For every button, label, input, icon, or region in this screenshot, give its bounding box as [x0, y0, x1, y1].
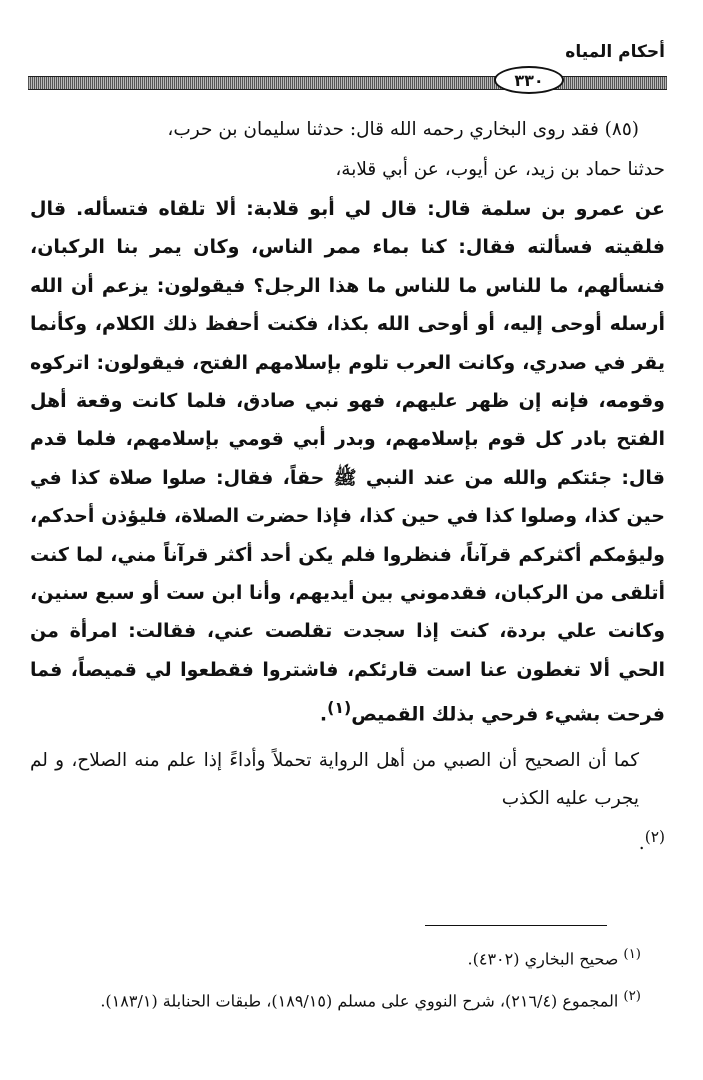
footnote-separator: [425, 925, 607, 926]
hadith-paragraph: عن عمرو بن سلمة قال: قال لي أبو قلابة: ألا تلقاه فتسأله. قال فلقيته فسألته فقال: كنا بماء ممر الناس، وكان يمر بنا الركبان، فنسألهم، ما للناس ما للناس ما هذا الرجل؟ فيقولون: يزعم أن الله أرسله أوحى إليه، أو أوحى الله بكذا، فكنت أحفظ ذلك الكلام، وكأنما يقر في صدري، وكانت العرب تلوم بإسلامهم الفتح، فيقولون: اتركوه وقومه، فإنه إن ظهر عليهم، فهو نبي صادق، فلما كانت وقعة أهل الفتح بادر كل قوم بإسلامهم، وبدر أبي قومي بإسلامهم، فلما قدم قال: جئتكم والله من عند النبي ﷺ حقاً، فقال: صلوا صلاة كذا في حين كذا، وصلوا كذا في حين كذا، فإذا حضرت الصلاة، فليؤذن أحدكم، وليؤمكم أكثركم قرآناً، فنظروا فلم يكن أحد أكثر قرآناً مني، لما كنت أتلقى من الركبان، فقدموني بين أيديهم، وأنا ابن ست أو سبع سنين، وكانت علي بردة، كنت إذا سجدت تقلصت عني، فقالت: امرأة من الحي ألا تغطون عنا است قارئكم، فاشتروا فقطعوا لي قميصاً، فما فرحت بشيء فرحي بذلك القميص$^{(١)}$.: [30, 198, 665, 726]
footnote-2-text: المجموع (٢١٦/٤)، شرح النووي على مسلم (١٨٩/١٥)، طبقات الحنابلة (١٨٣/١).: [100, 991, 619, 1011]
isnad-text-1: (٨٥) فقد روى البخاري رحمه الله قال: حدثنا سليمان بن حرب،: [167, 119, 639, 140]
running-header-title: أحكام المياه: [565, 42, 665, 62]
footnote-ref-1: (١): [327, 698, 352, 718]
footnote-ref-2: (٢): [644, 828, 665, 847]
main-text: [30, 110, 665, 863]
isnad-text-2: حدثنا حماد بن زيد، عن أيوب، عن أبي قلابة،: [335, 159, 665, 180]
isnad-line-1: [30, 110, 665, 150]
isnad-line-2: [30, 150, 665, 190]
conclusion-paragraph: كما أن الصحيح أن الصبي من أهل الرواية تحملاً وأداءً إذا علم منه الصلاح، و لم يجرب عليه الكذب$^{(٢)}$.: [30, 742, 665, 863]
footnotes: [30, 936, 665, 1021]
footnote-2: [30, 978, 665, 1020]
footnote-1: [30, 936, 665, 978]
footnote-2-number: (٢): [623, 989, 641, 1005]
page-number-badge: [494, 66, 564, 94]
conclusion-text: كما أن الصحيح أن الصبي من أهل الرواية تحملاً وأداءً إذا علم منه الصلاح، و لم يجرب عليه الكذب: [30, 750, 639, 810]
page-number: ٣٣٠: [514, 70, 544, 90]
footnote-1-number: (١): [623, 947, 641, 962]
footnote-1-text: صحيح البخاري (٤٣٠٢).: [467, 949, 619, 969]
header-decorative-bar: [28, 76, 667, 90]
hadith-text: عن عمرو بن سلمة قال: قال لي أبو قلابة: ألا تلقاه فتسأله. قال فلقيته فسألته فقال: كنا بماء ممر الناس، وكان يمر بنا الركبان، فنسألهم، ما للناس ما للناس ما هذا الرجل؟ فيقولون: يزعم أن الله أرسله أوحى إليه، أو أوحى الله بكذا، فكنت أحفظ ذلك الكلام، وكأنما يقر في صدري، وكانت العرب تلوم بإسلامهم الفتح، فيقولون: اتركوه وقومه، فإنه إن ظهر عليهم، فهو نبي صادق، فلما كانت وقعة أهل الفتح بادر كل قوم بإسلامهم، وبدر أبي قومي بإسلامهم، فلما قدم قال: جئتكم والله من عند النبي ﷺ حقاً، فقال: صلوا صلاة كذا في حين كذا، وصلوا كذا في حين كذا، فإذا حضرت الصلاة، فليؤذن أحدكم، وليؤمكم أكثركم قرآناً، فنظروا فلم يكن أحد أكثر قرآناً مني، لما كنت أتلقى من الركبان، فقدموني بين أيديهم، وأنا ابن ست أو سبع سنين، وكانت علي بردة، كنت إذا سجدت تقلصت عني، فقالت: امرأة من الحي ألا تغطون عنا است قارئكم، فاشتروا فقطعوا لي قميصاً، فما فرحت بشيء فرحي بذلك القميص: [30, 198, 665, 726]
